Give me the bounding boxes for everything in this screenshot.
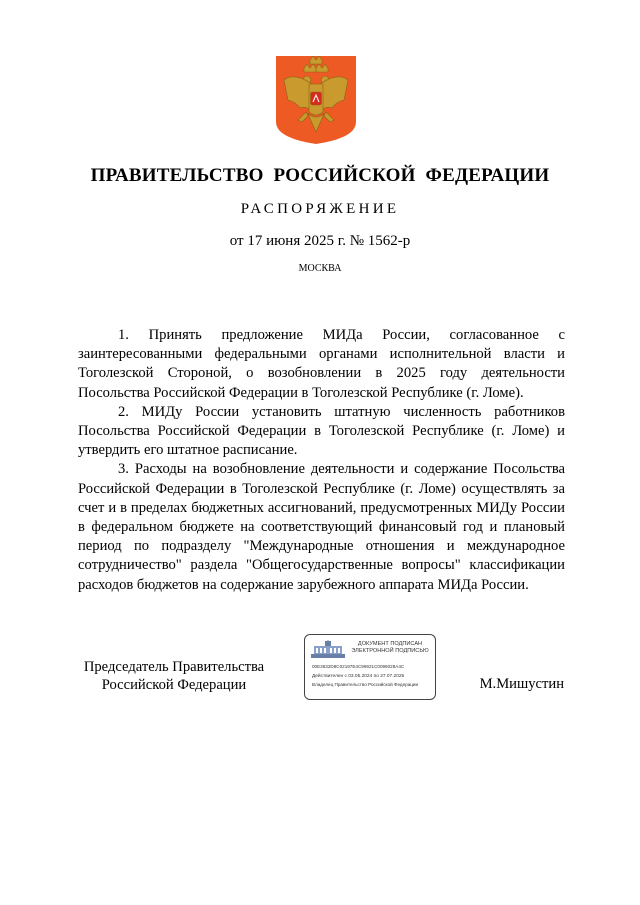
paragraph-3: 3. Расходы на возобновление деятельности и содержание Посольства Российской Федерации в Тоголезской Республике (г. Ломе) осуществлять за счет и в пределах бюджетных ассигнований, предусмотренных МИДу России в федеральном бюджете на соответствующий финансовый год и плановый период по подразделу "Международные отношения и международное сотрудничество" раздела "Общегосударственные вопросы" классификации расходов бюджетов на содержание зарубежного аппарата МИДа России. [78,461,565,593]
certificate-owner: Владелец Правительство Российской Федерации [312,682,419,687]
stamp-title [345,641,435,655]
position-line-1: Председатель Правительства [83,659,265,675]
certificate-serial: 00E3632D8C02197E4C99921C0099028A4C [312,664,405,669]
government-title: ПРАВИТЕЛЬСТВО РОССИЙСКОЙ ФЕДЕРАЦИИ [90,165,550,186]
document-city: МОСКВА [298,263,342,274]
paragraph-2: 2. МИДу России установить штатную численность работников Посольства Российской Федерации в Тоголезской Республике (г. Ломе) и утвердить его штатное расписание. [78,403,565,459]
signatory-name: М.Мишустин [479,676,564,692]
position-line-2: Российской Федерации [101,677,247,693]
document-date-number: от 17 июня 2025 г. № 1562-р [229,233,411,249]
signatory-position [70,658,278,694]
document-type: РАСПОРЯЖЕНИЕ [240,201,400,217]
stamp-title-line-1: ДОКУМЕНТ ПОДПИСАН [357,641,423,647]
electronic-signature-stamp [304,634,436,700]
stamp-title-line-2: ЭЛЕКТРОННОЙ ПОДПИСЬЮ [351,648,429,654]
certificate-validity: Действителен с 03.05.2024 по 27.07.2025 [312,674,405,679]
document-body [78,326,565,595]
paragraph-1: 1. Принять предложение МИДа России, согласованное с заинтересованными федеральными органами исполнительной власти и Тоголезской Стороной, о возобновлении в 2025 году деятельности Посольства Российской Федерации в Тоголезской Республике (г. Ломе). [78,327,565,401]
russian-coat-of-arms-icon [276,56,356,144]
government-building-icon [311,640,345,660]
